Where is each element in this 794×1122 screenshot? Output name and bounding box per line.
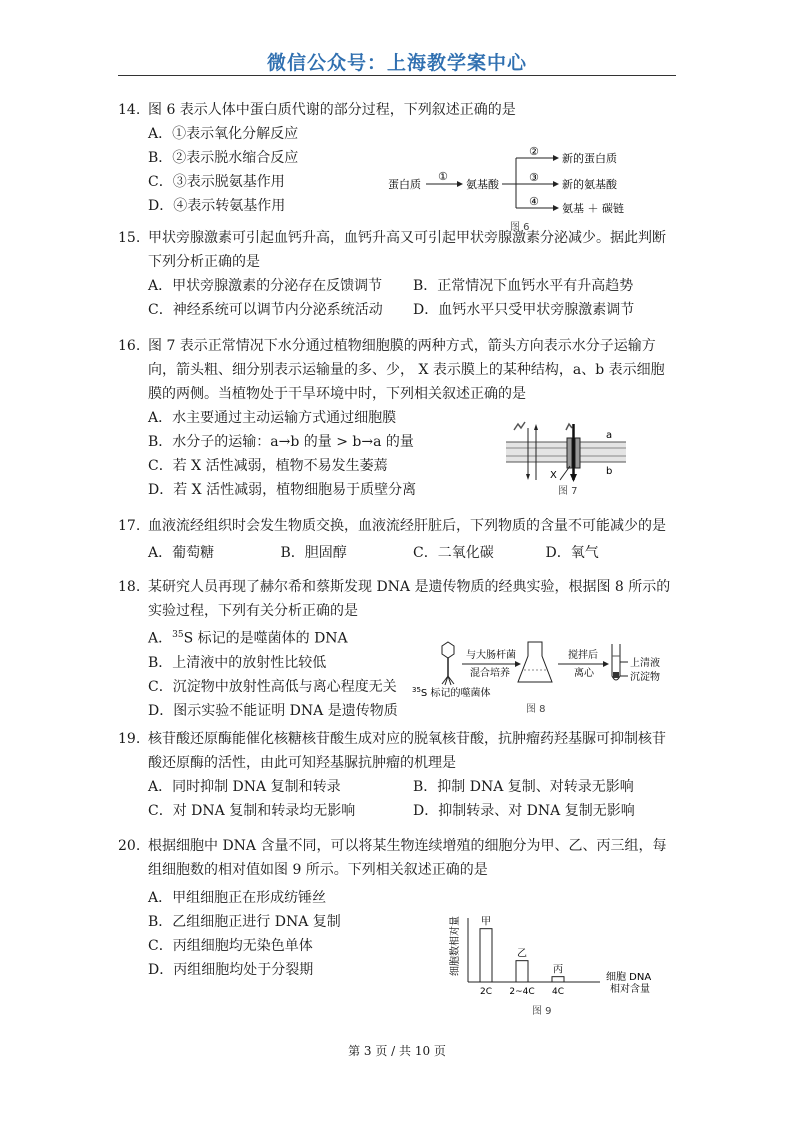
option-c[interactable]: C．③表示脱氨基作用 (148, 174, 285, 190)
page-header-title: 微信公众号：上海教学案中心 (266, 52, 527, 74)
fig7-side-a: a (606, 430, 613, 441)
option-c[interactable]: C．二氧化碳 (413, 545, 494, 561)
option-c[interactable]: C．丙组细胞均无染色单体 (148, 938, 313, 954)
option-a[interactable]: A．①表示氧化分解反应 (148, 126, 299, 142)
fig6-mark-4: ④ (529, 195, 539, 208)
option-d[interactable]: D．血钙水平只受甲状旁腺激素调节 (413, 302, 635, 318)
fig8-step2-l1: 搅拌后 (568, 650, 598, 661)
option-c[interactable]: C．沉淀物中放射性高低与离心程度无关 (148, 678, 397, 695)
fig6-product-2: 新的氨基酸 (562, 178, 617, 191)
option-a[interactable]: A．同时抑制 DNA 复制和转录 (148, 779, 341, 795)
option-d[interactable]: D．抑制转录、对 DNA 复制无影响 (413, 803, 635, 819)
fig7-x-label: X (550, 470, 557, 481)
fig9-tick-label: 4C (551, 987, 565, 997)
question-stem: 甲状旁腺激素可引起血钙升高，血钙升高又可引起甲状旁腺激素分泌减少。据此判断下列分析正确的是 (148, 230, 666, 270)
option-a[interactable]: A．$^{35}$S 标记的是噬菌体的 DNA (148, 630, 348, 647)
figure-9 (440, 910, 676, 1020)
option-a[interactable]: A．葡萄糖 (148, 545, 215, 561)
fig6-mark-2: ② (529, 146, 539, 158)
question-number: 18. (118, 579, 141, 595)
fig6-step1: ① (438, 170, 448, 183)
question-number: 20. (118, 838, 141, 854)
fig8-step1-l2: 混合培养 (470, 668, 510, 679)
fig9-bar-2~4C (516, 961, 528, 982)
option-a[interactable]: A．甲状旁腺激素的分泌存在反馈调节 (148, 278, 383, 294)
option-b[interactable]: B．正常情况下血钙水平有升高趋势 (413, 278, 634, 294)
fig9-bar-label: 甲 (481, 916, 491, 928)
question-stem: 图 7 表示正常情况下水分通过植物细胞膜的两种方式，箭头方向表示水分子运输方向，箭头粗、细分别表示运输量的多、少， X 表示膜上的某种结构，a、b 表示细胞膜的两侧。当植物处于干旱环境中时，下列相关叙述正确的是 (148, 338, 665, 402)
option-d[interactable]: D．若 X 活性减弱，植物细胞易于质壁分离 (148, 482, 417, 498)
question-15 (118, 226, 678, 322)
figure-8 (412, 636, 678, 718)
question-stem: 核苷酸还原酶能催化核糖核苷酸生成对应的脱氧核苷酸，抗肿瘤药羟基脲可抑制核苷酸还原酶的活性，由此可知羟基脲抗肿瘤的机理是 (148, 731, 666, 771)
option-d[interactable]: D．氧气 (545, 545, 599, 561)
figure-7 (506, 418, 646, 498)
fig9-caption: 图 9 (532, 1006, 552, 1017)
fig9-xlabel-1: 细胞 DNA (606, 972, 652, 983)
option-d[interactable]: D．④表示转氨基作用 (148, 198, 286, 214)
fig6-middle: 氨基酸 (466, 178, 499, 191)
figure-6 (386, 146, 676, 234)
question-17 (118, 514, 678, 565)
fig8-step2-l2: 离心 (574, 668, 594, 679)
fig6-start: 蛋白质 (388, 178, 421, 191)
option-b[interactable]: B．乙组细胞正进行 DNA 复制 (148, 914, 341, 930)
option-a[interactable]: A．甲组细胞正在形成纺锤丝 (148, 890, 327, 906)
fig7-side-b: b (606, 466, 613, 477)
question-number: 16. (118, 338, 141, 354)
fig9-bar-label: 丙 (553, 964, 563, 976)
question-stem: 某研究人员再现了赫尔希和蔡斯发现 DNA 是遗传物质的经典实验，根据图 8 所示的实验过程，下列有关分析正确的是 (148, 579, 671, 619)
fig9-bar-label: 乙 (517, 948, 527, 960)
question-number: 17. (118, 518, 141, 534)
fig8-tube-bottom: 沉淀物 (630, 672, 660, 683)
question-number: 14. (118, 102, 141, 118)
option-b[interactable]: B．水分子的运输：a→b 的量 > b→a 的量 (148, 434, 414, 450)
option-b[interactable]: B．抑制 DNA 复制、对转录无影响 (413, 779, 634, 795)
fig9-xlabel-2: 相对含量 (610, 984, 650, 995)
option-c[interactable]: C．若 X 活性减弱，植物不易发生萎蔫 (148, 458, 388, 474)
fig9-ylabel: 细胞数相对量 (450, 916, 461, 976)
page-footer: 第 3 页 / 共 10 页 (348, 1044, 446, 1058)
question-19 (118, 727, 678, 823)
fig7-caption: 图 7 (558, 486, 578, 497)
option-a[interactable]: A．水主要通过主动运输方式通过细胞膜 (148, 410, 397, 426)
fig9-bar-4C (552, 977, 564, 982)
fig9-tick-label: 2~4C (509, 987, 535, 997)
option-c[interactable]: C．对 DNA 复制和转录均无影响 (148, 803, 356, 819)
fig8-caption: 图 8 (526, 704, 546, 715)
fig8-tube-top: 上清液 (630, 658, 660, 669)
fig6-product-3: 氨基 ＋ 碳链 (562, 202, 624, 215)
fig6-caption: 图 6 (510, 222, 530, 233)
question-stem: 根据细胞中 DNA 含量不同，可以将某生物连续增殖的细胞分为甲、乙、丙三组，每组细胞数的相对值如图 9 所示。下列相关叙述正确的是 (148, 838, 667, 878)
question-stem: 图 6 表示人体中蛋白质代谢的部分过程，下列叙述正确的是 (148, 102, 516, 118)
option-b[interactable]: B．胆固醇 (280, 545, 347, 561)
fig6-product-1: 新的蛋白质 (562, 152, 617, 165)
fig8-phage-label: $^{35}$S 标记的噬菌体 (412, 686, 491, 699)
option-c[interactable]: C．神经系统可以调节内分泌系统活动 (148, 302, 383, 318)
question-number: 19. (118, 731, 141, 747)
option-d[interactable]: D．图示实验不能证明 DNA 是遗传物质 (148, 702, 398, 719)
fig9-bar-2C (480, 929, 492, 982)
option-b[interactable]: B．②表示脱水缩合反应 (148, 150, 299, 166)
question-stem: 血液流经组织时会发生物质交换，血液流经肝脏后，下列物质的含量不可能减少的是 (148, 518, 666, 534)
fig8-step1-l1: 与大肠杆菌 (466, 650, 516, 661)
header-divider (118, 75, 676, 76)
option-d[interactable]: D．丙组细胞均处于分裂期 (148, 962, 314, 978)
fig6-mark-3: ③ (529, 171, 539, 184)
question-number: 15. (118, 230, 141, 246)
fig9-tick-label: 2C (479, 987, 493, 997)
option-b[interactable]: B．上清液中的放射性比较低 (148, 654, 327, 671)
